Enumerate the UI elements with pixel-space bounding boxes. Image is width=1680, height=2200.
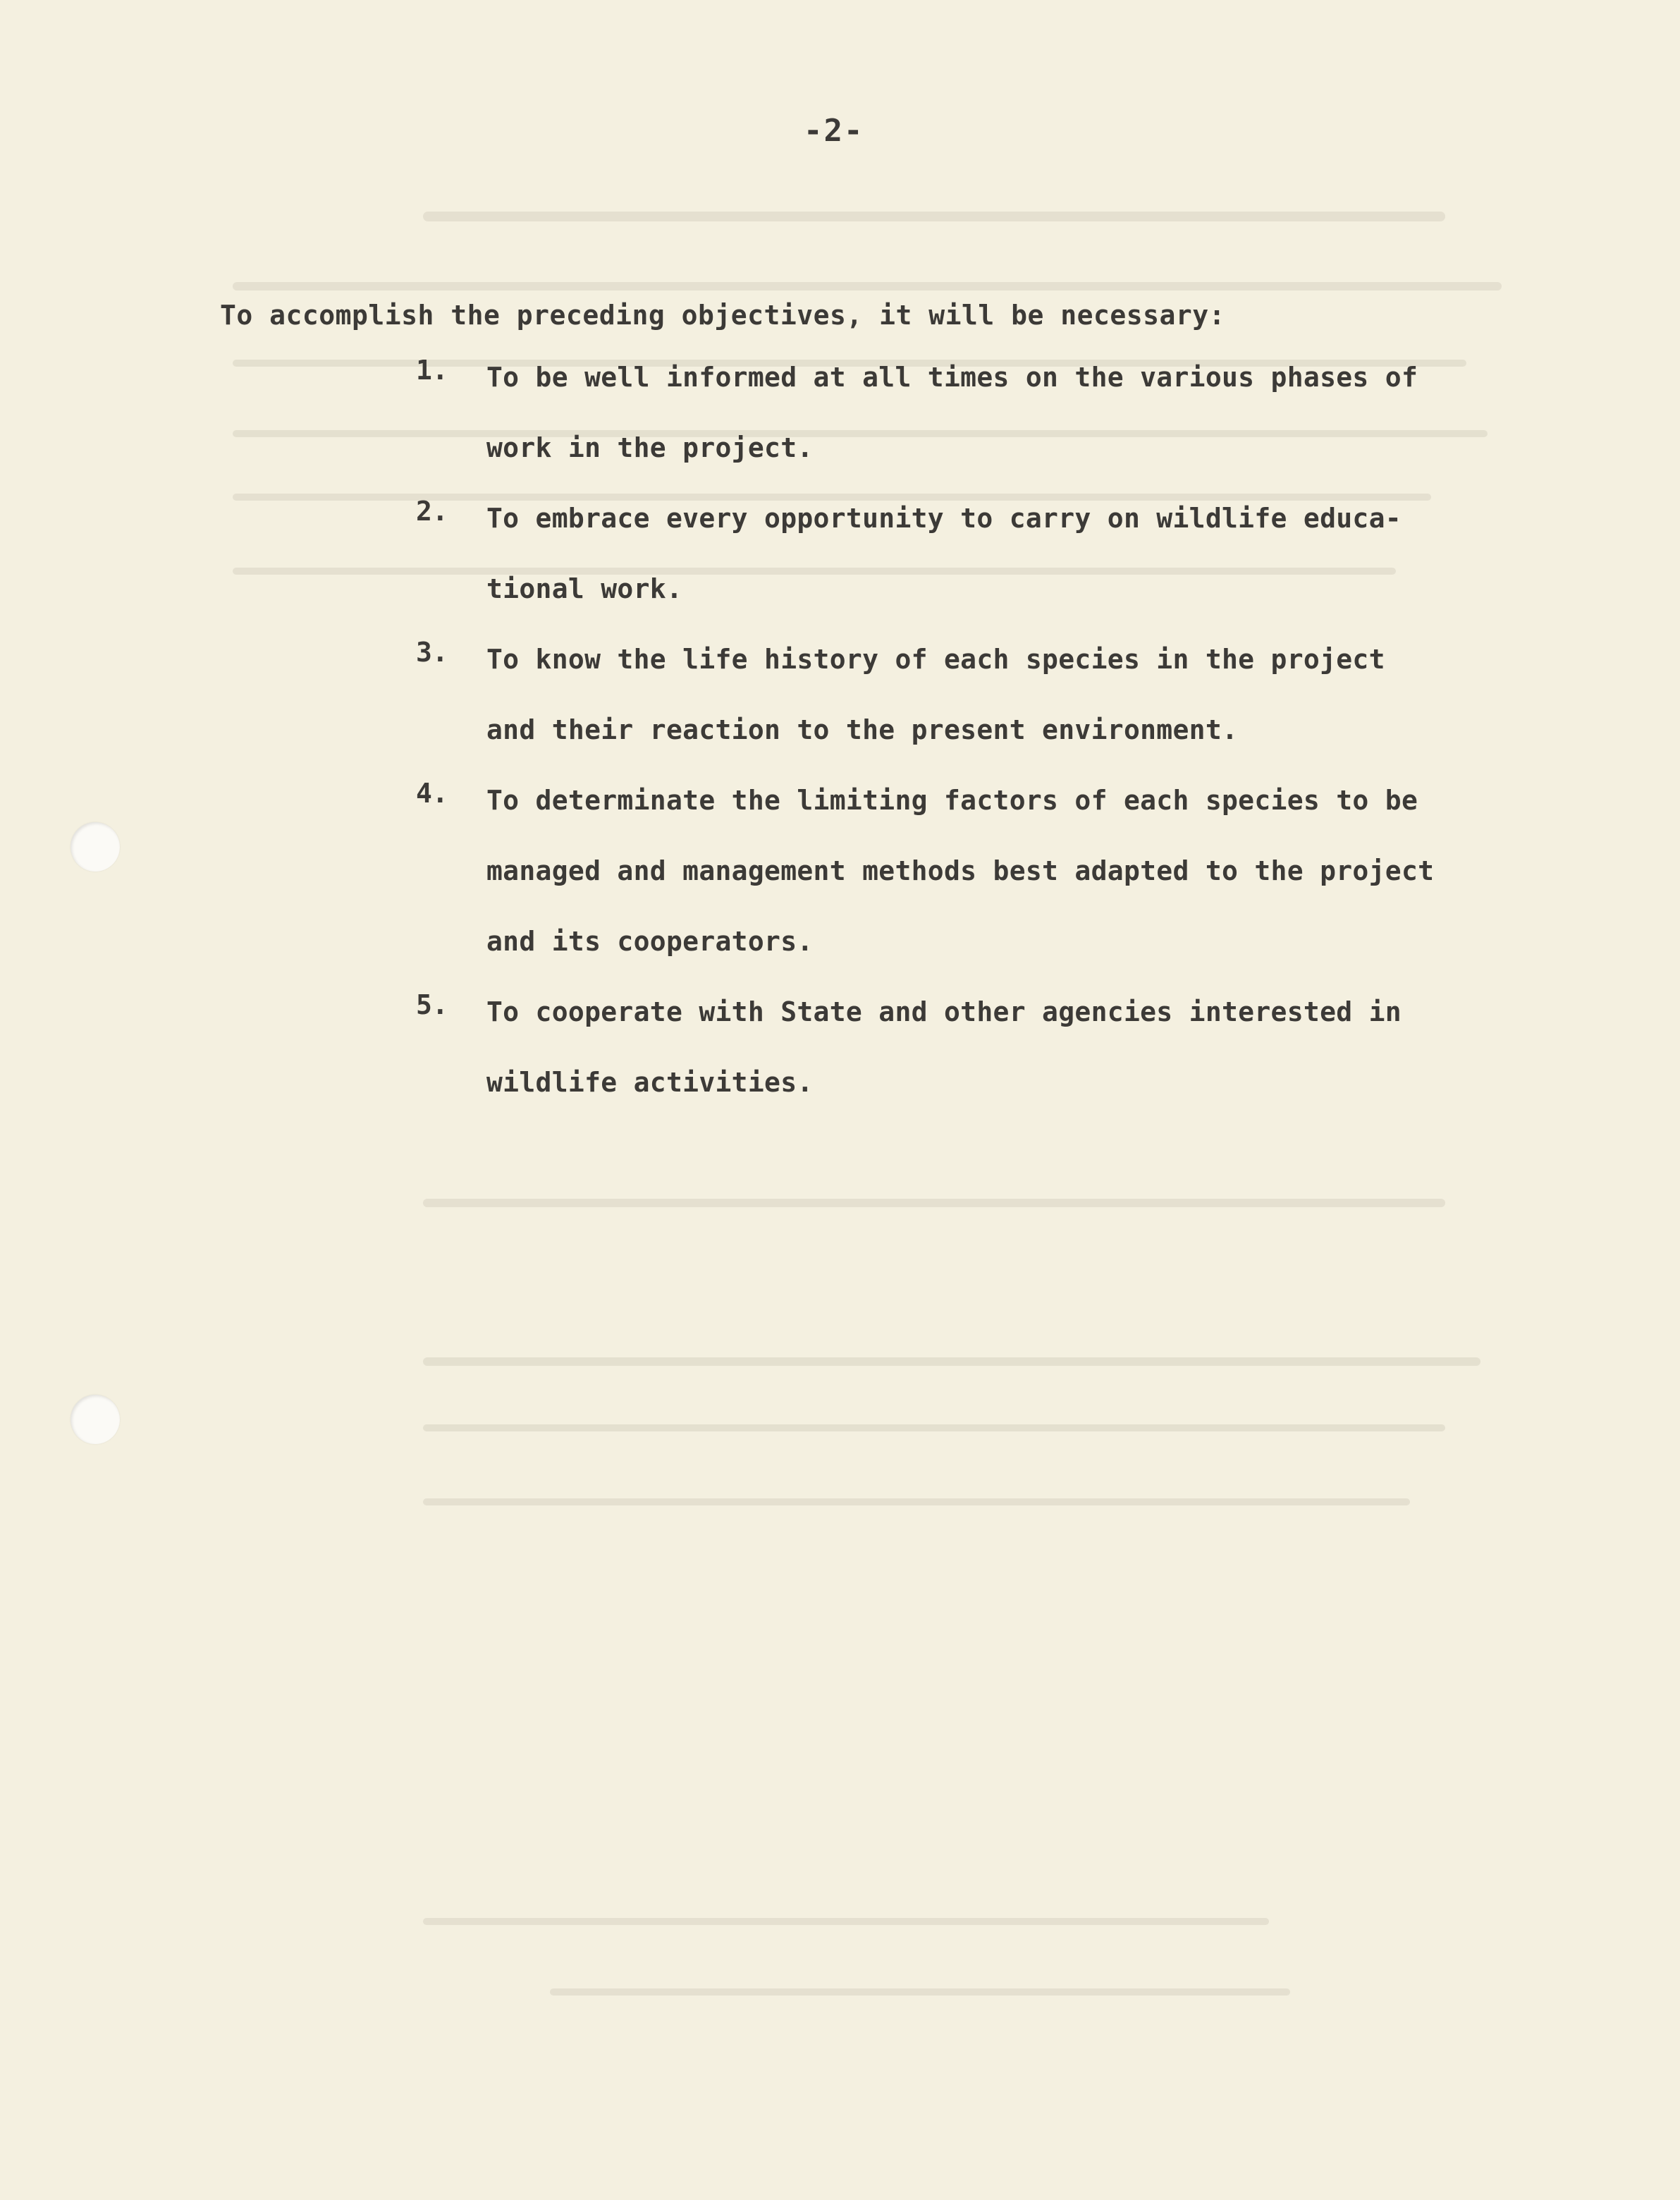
item-line: To be well informed at all times on the various phases of (486, 362, 1418, 393)
page-number: -2- (804, 113, 864, 149)
item-number: 4. (416, 778, 448, 809)
list-item (416, 778, 1530, 998)
punch-hole (70, 822, 120, 872)
item-number: 3. (416, 637, 448, 668)
item-line: To cooperate with State and other agencies interested in (486, 996, 1402, 1027)
item-line: and their reaction to the present environment. (486, 714, 1239, 745)
item-number: 5. (416, 989, 448, 1020)
item-line: tional work. (486, 573, 683, 604)
item-line: To determinate the limiting factors of each species to be (486, 785, 1418, 816)
item-number: 2. (416, 496, 448, 527)
item-line: work in the project. (486, 432, 814, 463)
intro-sentence: To accomplish the preceding objectives, it will be necessary: (220, 300, 1226, 331)
item-line: and its cooperators. (486, 926, 814, 957)
list-item (416, 989, 1530, 1139)
item-line: To know the life history of each species in the project (486, 644, 1385, 675)
item-line: wildlife activities. (486, 1067, 814, 1098)
item-line: managed and management methods best adapted to the project (486, 855, 1435, 886)
item-line: To embrace every opportunity to carry on wildlife educa- (486, 503, 1402, 534)
punch-hole (70, 1395, 120, 1444)
objectives-list (416, 355, 1530, 1139)
item-number: 1. (416, 355, 448, 386)
